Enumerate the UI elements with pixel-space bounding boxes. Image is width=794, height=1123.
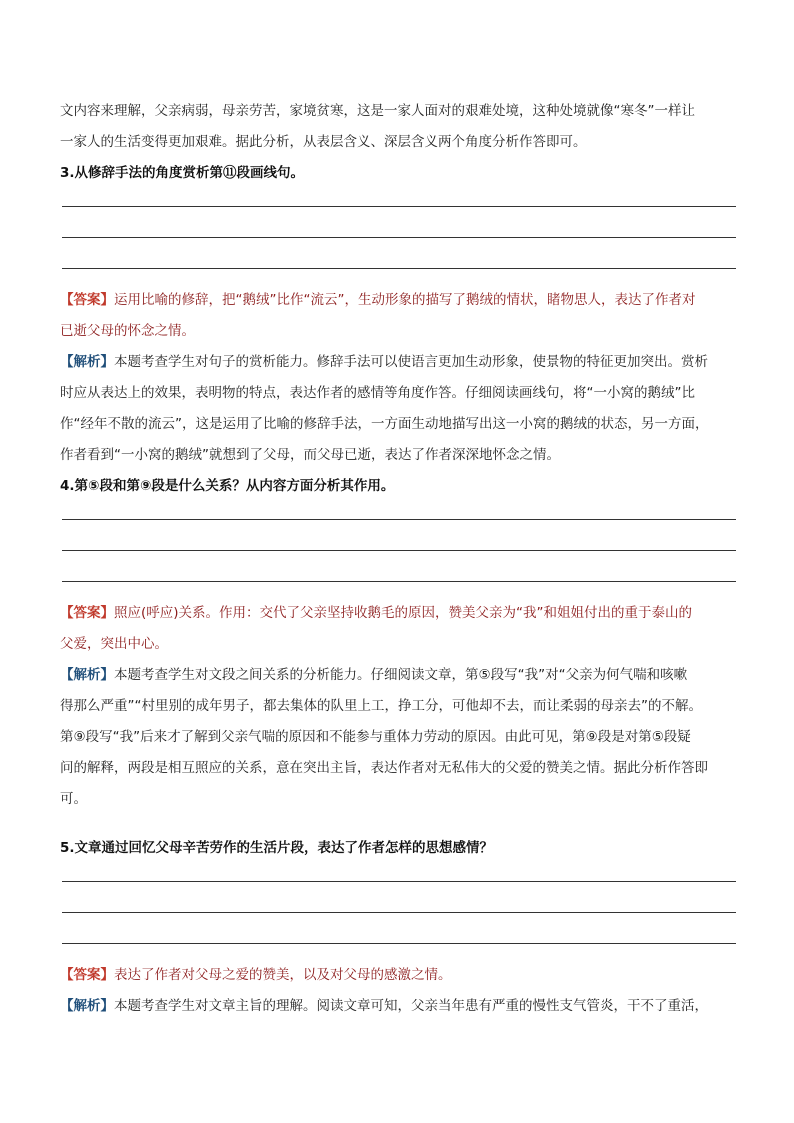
answer-text: 表达了作者对父母之爱的赞美，以及对父母的感激之情。 xyxy=(114,967,452,983)
analysis-text: 可。 xyxy=(60,791,87,807)
answer-tag: 【答案】 xyxy=(60,967,114,983)
intro-line: 一家人的生活变得更加艰难。据此分析，从表层含义、深层含义两个角度分析作答即可。 xyxy=(60,134,587,150)
answer-text: 已逝父母的怀念之情。 xyxy=(60,323,195,339)
answer-paragraph xyxy=(60,960,736,991)
blank-line xyxy=(62,581,736,582)
analysis-text: 本题考查学生对文段之间关系的分析能力。仔细阅读文章，第⑤段写“我”对“父亲为何气喘和咳嗽 xyxy=(114,667,688,683)
answer-blank-lines xyxy=(60,189,736,285)
blank-line xyxy=(62,912,736,913)
analysis-tag: 【解析】 xyxy=(60,998,114,1014)
analysis-text: 本题考查学生对句子的赏析能力。修辞手法可以使语言更加生动形象，使景物的特征更加突出。赏析 xyxy=(114,354,708,370)
analysis-text: 作“经年不散的流云”，这是运用了比喻的修辞手法，一方面生动地描写出这一小窝的鹅绒的状态，另一方面， xyxy=(60,416,709,432)
blank-line xyxy=(62,550,736,551)
blank-line xyxy=(62,519,736,520)
answer-blank-lines xyxy=(60,502,736,598)
answer-tag: 【答案】 xyxy=(60,605,114,621)
analysis-tag: 【解析】 xyxy=(60,354,114,370)
answer-blank-lines xyxy=(60,864,736,960)
analysis-text: 作者看到“一小窝的鹅绒”就想到了父母，而父母已逝，表达了作者深深地怀念之情。 xyxy=(60,447,560,463)
answer-paragraph xyxy=(60,598,736,629)
blank-line xyxy=(62,881,736,882)
analysis-text: 得那么严重”“村里别的成年男子，都去集体的队里上工，挣工分，可他却不去，而让柔弱的母亲去”的不解。 xyxy=(60,698,702,714)
analysis-tag: 【解析】 xyxy=(60,667,114,683)
question-5: 5.文章通过回忆父母辛苦劳作的生活片段，表达了作者怎样的思想感情？ xyxy=(60,840,494,856)
blank-line xyxy=(62,206,736,207)
intro-line: 文内容来理解，父亲病弱，母亲劳苦，家境贫寒，这是一家人面对的艰难处境，这种处境就像“寒冬”一样让 xyxy=(60,103,695,119)
section-spacer xyxy=(60,815,736,833)
analysis-paragraph xyxy=(60,660,736,691)
question-4: 4.第⑤段和第⑨段是什么关系？从内容方面分析其作用。 xyxy=(60,478,395,494)
analysis-text: 问的解释，两段是相互照应的关系，意在突出主旨，表达作者对无私伟大的父爱的赞美之情。据此分析作答即 xyxy=(60,760,708,776)
analysis-text: 第⑨段写“我”后来才了解到父亲气喘的原因和不能参与重体力劳动的原因。由此可见，第⑨段是对第⑤段疑 xyxy=(60,729,691,745)
analysis-text: 本题考查学生对文章主旨的理解。阅读文章可知，父亲当年患有严重的慢性支气管炎，干不了重活， xyxy=(114,998,708,1014)
blank-line xyxy=(62,237,736,238)
document-body xyxy=(60,96,736,1022)
answer-tag: 【答案】 xyxy=(60,292,114,308)
answer-text: 照应(呼应)关系。作用：交代了父亲坚持收鹅毛的原因，赞美父亲为“我”和姐姐付出的重于泰山的 xyxy=(114,605,693,621)
answer-text: 父爱，突出中心。 xyxy=(60,636,168,652)
analysis-paragraph xyxy=(60,991,736,1022)
blank-line xyxy=(62,268,736,269)
answer-paragraph xyxy=(60,285,736,316)
question-3: 3.从修辞手法的角度赏析第⑪段画线句。 xyxy=(60,165,305,181)
analysis-text: 时应从表达上的效果，表明物的特点，表达作者的感情等角度作答。仔细阅读画线句，将“一小窝的鹅绒”比 xyxy=(60,385,695,401)
analysis-paragraph xyxy=(60,347,736,378)
blank-line xyxy=(62,943,736,944)
answer-text: 运用比喻的修辞，把“鹅绒”比作“流云”，生动形象的描写了鹅绒的情状，睹物思人，表达了作者对 xyxy=(114,292,696,308)
